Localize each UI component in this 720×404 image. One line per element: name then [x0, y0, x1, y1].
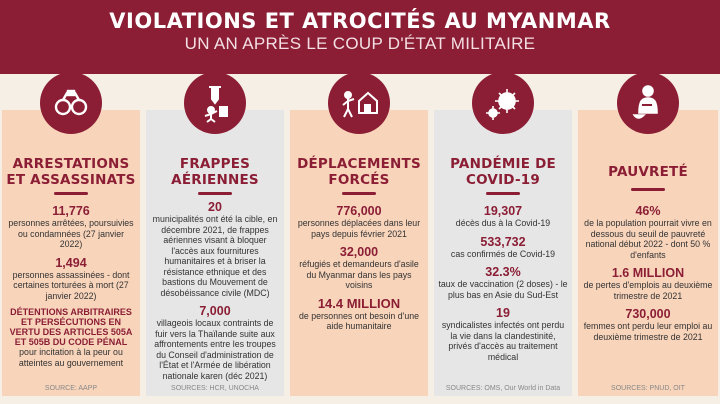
stat-value: 19,307 [483, 204, 523, 218]
heading-line: AÉRIENNES [171, 172, 259, 188]
heading-underline [631, 188, 665, 191]
heading-line: ARRESTATIONS [12, 156, 130, 172]
heading-line: PAUVRETÉ [608, 164, 688, 180]
column-heading [434, 156, 572, 188]
heading-line: FRAPPES [179, 156, 251, 172]
column-displacement [290, 110, 428, 396]
stat-value: 20 [208, 200, 222, 214]
column-body [150, 200, 280, 381]
stat-value: 11,776 [52, 204, 90, 218]
source-note: SOURCES: OMS, Our World in Data [445, 385, 561, 392]
source-note: SOURCE: AAPP [44, 385, 98, 392]
stat-text: cas confirmés de Covid-19 [450, 248, 556, 259]
stat-value: 533,732 [480, 234, 526, 249]
source-note: SOURCES: PNUD, OIT [611, 385, 685, 392]
stat-text: personnes assassinées - dont certaines torturées à mort (27 janvier 2022) [12, 269, 130, 301]
emphasis-text: DÉTENTIONS ARBITRAIRES ET PERSÉCUTIONS EN VERTU DES ARTICLES 505A ET 505B DU CODE PÉNAL [9, 307, 133, 347]
stat-text: réfugiés et demandeurs d'asile du Myanmar dans les pays voisins [299, 259, 419, 290]
heading-line: DÉPLACEMENTS [297, 156, 421, 172]
column-body [6, 204, 136, 368]
column-heading [290, 156, 428, 188]
column-airstrikes [146, 110, 284, 396]
column-heading [578, 164, 718, 180]
displaced-person-icon [328, 72, 390, 134]
column-heading [2, 156, 140, 188]
column-body [582, 204, 714, 342]
stat-text: de la population pourrait vivre en dessous du seuil de pauvreté national début 2022 - dont 50 % d'enfants [584, 218, 712, 260]
heading-line: COVID-19 [466, 172, 540, 188]
heading-line: ET ASSASSINATS [6, 172, 136, 188]
stat-value: 19 [496, 306, 510, 320]
column-arrests [2, 110, 140, 396]
airstrike-icon [184, 72, 246, 134]
poverty-icon [617, 72, 679, 134]
stat-text: taux de vaccination (2 doses) - le plus bas en Asie du Sud-Est [438, 279, 568, 300]
page-title: VIOLATIONS ET ATROCITÉS AU MYANMAR [109, 9, 611, 33]
handcuffs-icon [40, 72, 102, 134]
stat-text: villageois locaux contraints de fuir vers la Thaïlande suite aux affrontements entre les troupes du Conseil d'administration de l'État et l'Armée de libération nationale karen (déc 2021) [154, 318, 276, 381]
column-body [294, 204, 424, 332]
source-note: SOURCES: HCR, UNOCHA [171, 385, 259, 392]
stat-text: de pertes d'emplois au deuxième trimestre de 2021 [583, 280, 713, 301]
stat-value: 730,000 [625, 307, 671, 321]
header-banner [0, 0, 720, 74]
stat-value: 776,000 [336, 204, 382, 218]
stat-text: de personnes ont besoin d'une aide humanitaire [298, 310, 420, 331]
column-poverty [578, 110, 718, 396]
heading-line: FORCÉS [328, 172, 390, 188]
column-body [438, 204, 568, 362]
stat-value: 14.4 MILLION [317, 295, 401, 311]
stat-text: syndicalistes infectés ont perdu la vie dans la clandestinité, privés d'accès au traitement médical [441, 320, 565, 362]
stat-value: 32.3% [485, 265, 521, 279]
stat-value: 1,494 [55, 255, 87, 270]
virus-icon [472, 72, 534, 134]
stat-text: décès dus à la Covid-19 [455, 218, 551, 228]
column-heading [146, 156, 284, 188]
stat-value: 1.6 MILLION [611, 266, 685, 280]
heading-underline [486, 192, 520, 195]
stat-text: personnes arrêtées, poursuivies ou condamnées (27 janvier 2022) [8, 218, 134, 249]
emphasis-subtext: pour incitation à la peur ou atteintes au gouvernement [18, 347, 124, 368]
page-subtitle: UN AN APRÈS LE COUP D'ÉTAT MILITAIRE [184, 34, 536, 53]
heading-underline [342, 192, 376, 195]
heading-underline [198, 192, 232, 195]
column-covid [434, 110, 572, 396]
stat-value: 46% [635, 204, 661, 218]
stat-value: 7,000 [199, 304, 231, 318]
stat-text: femmes ont perdu leur emploi au deuxième trimestre de 2021 [583, 321, 713, 342]
heading-line: PANDÉMIE DE [450, 156, 556, 172]
stat-value: 32,000 [339, 245, 379, 259]
stat-text: personnes déplacées dans leur pays depuis février 2021 [297, 218, 421, 239]
heading-underline [54, 192, 88, 195]
stat-text: municipalités ont été la cible, en décembre 2021, de frappes aériennes visant à bloquer l'accès aux fournitures humanitaires et à briser la résistance ethnique et des bastions du Mouvement de désobéissance civile (MDC) [152, 214, 278, 298]
